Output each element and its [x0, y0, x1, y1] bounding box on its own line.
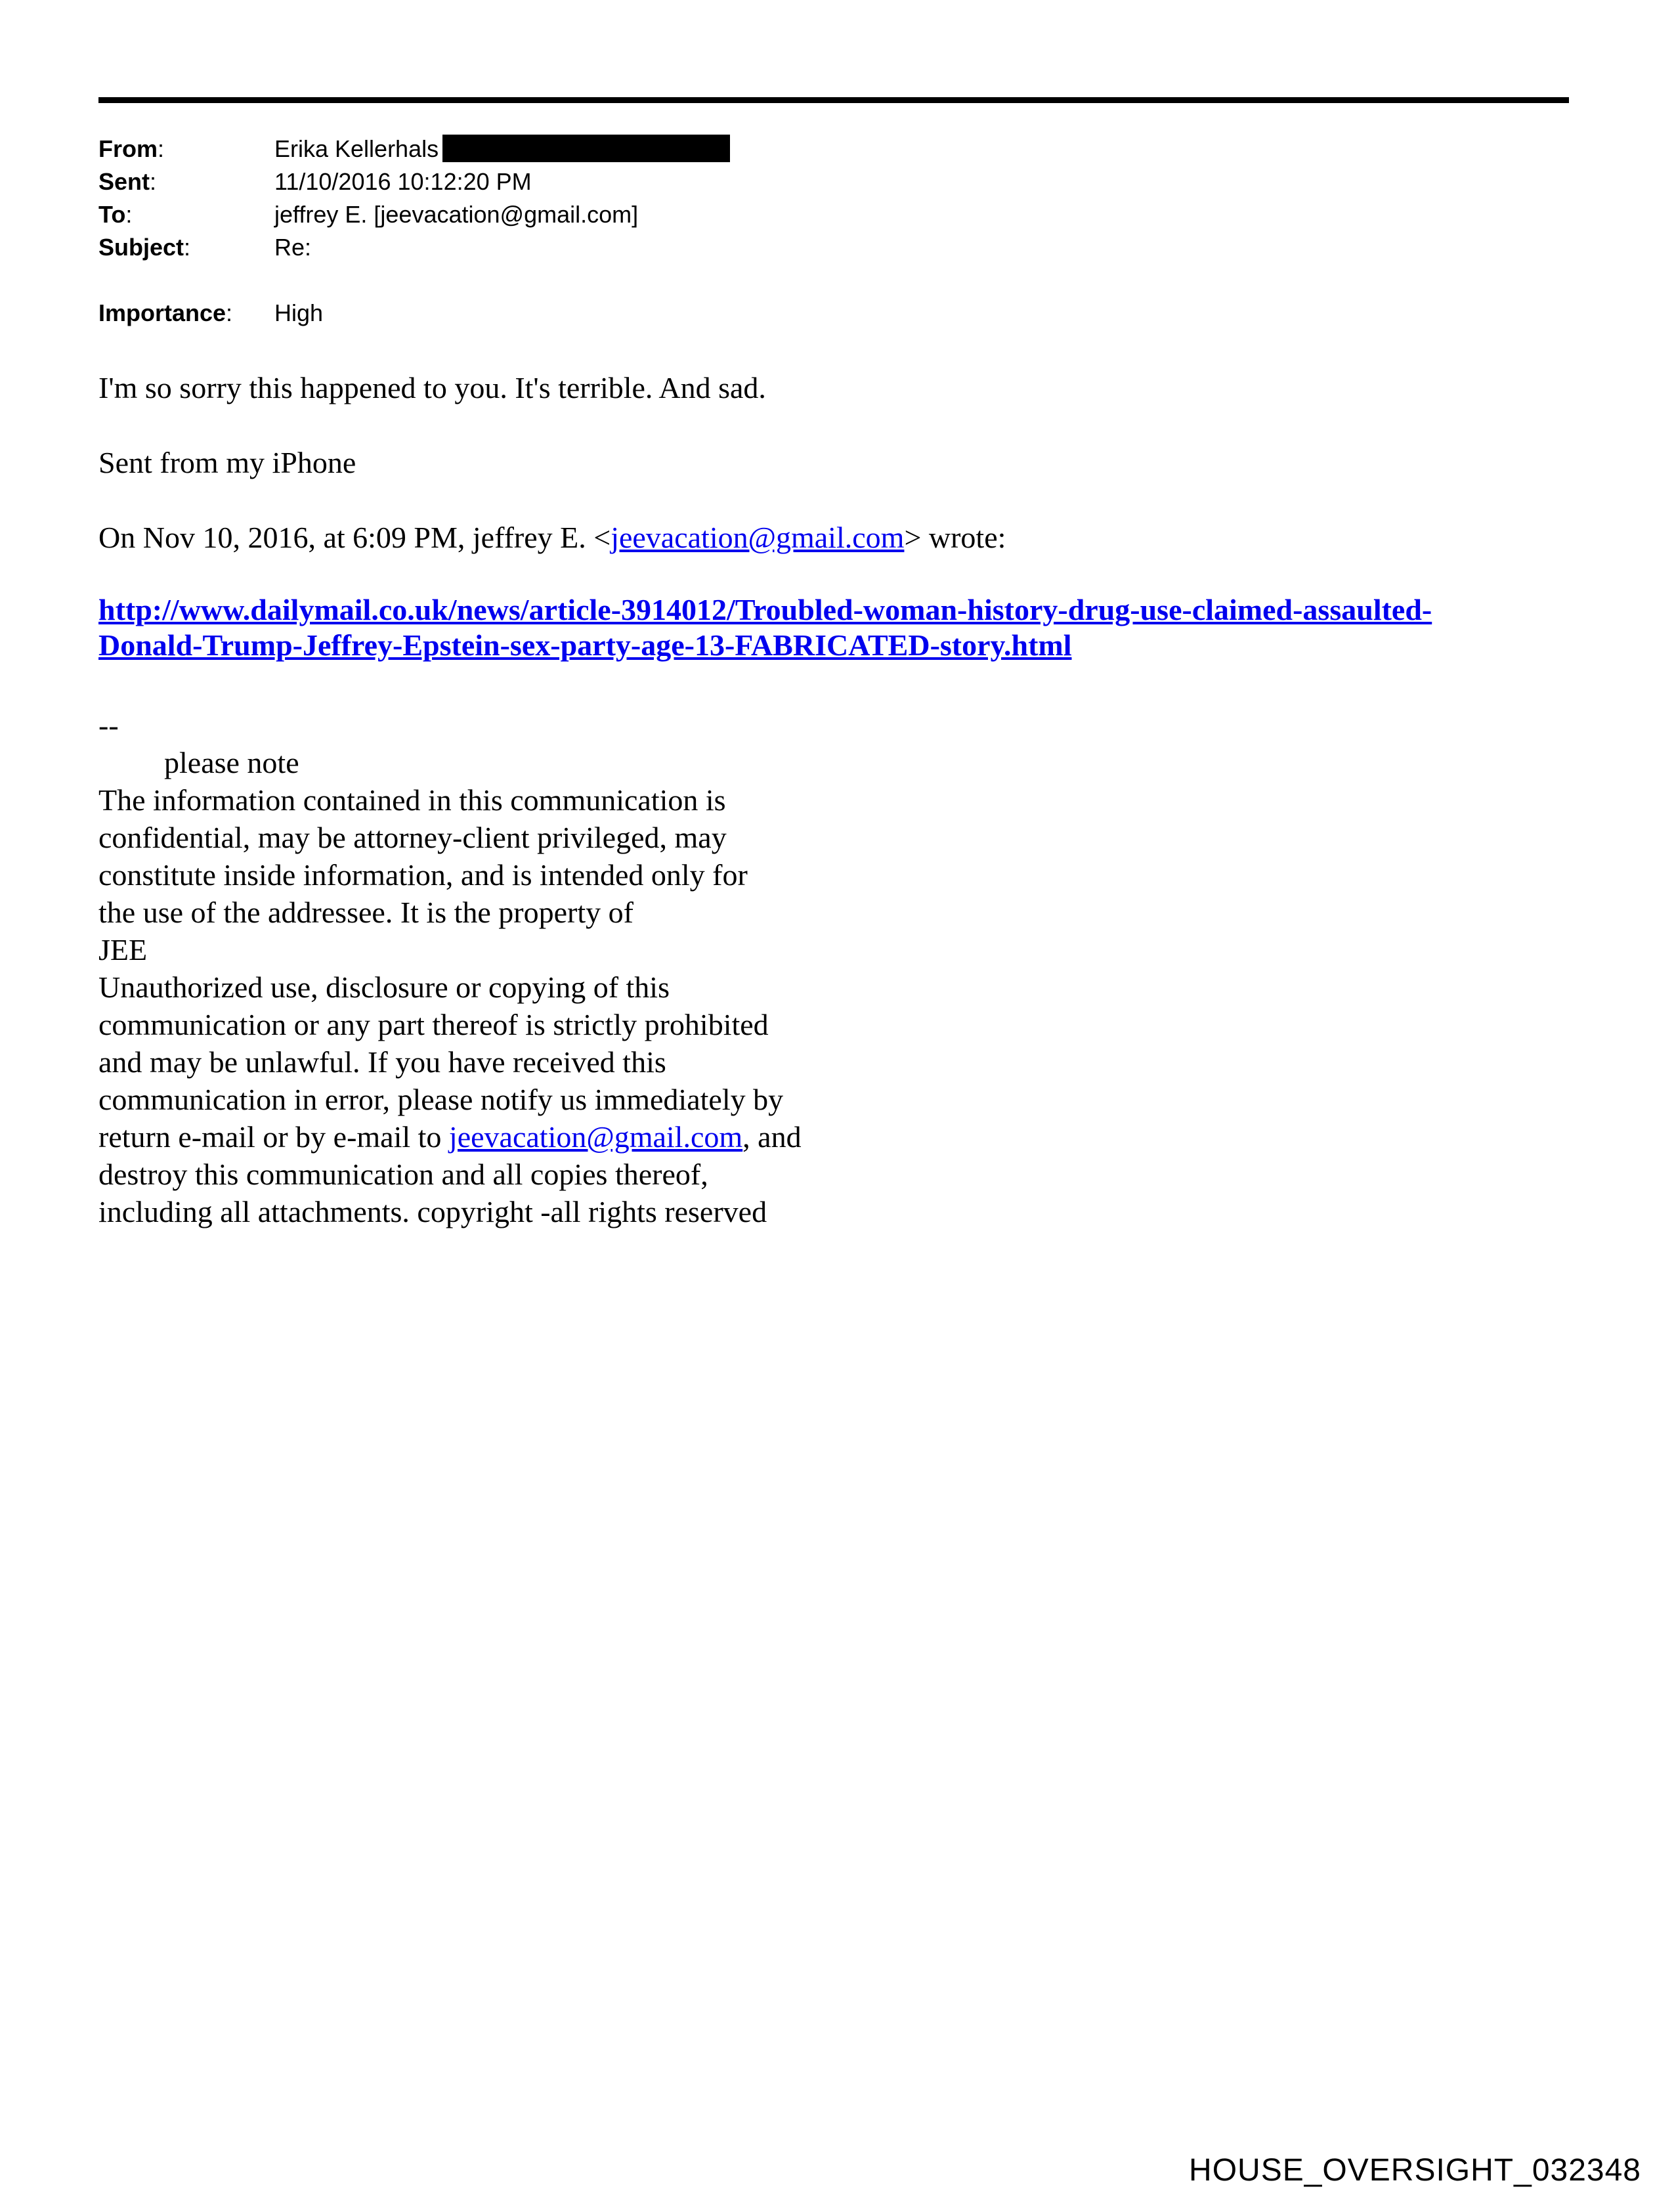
top-divider [98, 97, 1569, 103]
disclaimer-line: communication or any part thereof is strictly prohibited [98, 1008, 769, 1041]
from-value: Erika Kellerhals [274, 135, 439, 162]
disclaimer-line: The information contained in this communication is [98, 783, 726, 817]
from-colon: : [158, 135, 165, 162]
disclaimer-line: communication in error, please notify us immediately by [98, 1083, 784, 1116]
importance-value: High [274, 299, 324, 326]
quoted-intro [98, 520, 1006, 555]
subject-colon: : [184, 234, 191, 261]
to-label: To [98, 201, 126, 228]
sent-colon: : [150, 168, 157, 195]
importance-colon: : [226, 299, 233, 326]
disclaimer-block [98, 706, 802, 1230]
disclaimer-line: destroy this communication and all copies thereof, [98, 1158, 708, 1191]
subject-value: Re: [274, 234, 312, 261]
bates-number: HOUSE_OVERSIGHT_032348 [1189, 2153, 1641, 2188]
disclaimer-line: and may be unlawful. If you have received this [98, 1045, 666, 1079]
disclaimer-return-line [98, 1118, 802, 1156]
disclaimer-line: the use of the addressee. It is the property of [98, 896, 633, 929]
disclaimer-return-suffix: , and [742, 1120, 802, 1154]
please-note: please note [164, 746, 299, 779]
disclaimer-line: constitute inside information, and is intended only for [98, 858, 748, 892]
signature-text: Sent from my iPhone [98, 446, 356, 479]
sent-label: Sent [98, 168, 150, 195]
disclaimer-line: Unauthorized use, disclosure or copying of this [98, 970, 670, 1004]
disclaimer-email-link[interactable]: jeevacation@gmail.com [448, 1120, 743, 1154]
subject-label: Subject [98, 234, 184, 261]
disclaimer-line: confidential, may be attorney-client privileged, may [98, 821, 727, 854]
disclaimer-line: JEE [98, 933, 148, 966]
signature-separator: -- [98, 708, 119, 742]
disclaimer-return-prefix: return e-mail or by e-mail to [98, 1120, 449, 1154]
sent-value: 11/10/2016 10:12:20 PM [274, 168, 532, 195]
quoted-intro-prefix: On Nov 10, 2016, at 6:09 PM, jeffrey E. < [98, 521, 611, 554]
reply-text: I'm so sorry this happened to you. It's terrible. And sad. [98, 371, 766, 404]
quoted-intro-suffix: > wrote: [904, 521, 1006, 554]
importance-label: Importance [98, 299, 226, 326]
quoted-email-link[interactable]: jeevacation@gmail.com [611, 521, 905, 554]
redaction-block [442, 135, 730, 162]
disclaimer-line: including all attachments. copyright -all rights reserved [98, 1195, 767, 1228]
article-link[interactable] [98, 592, 1432, 663]
article-link-line2[interactable]: Donald-Trump-Jeffrey-Epstein-sex-party-age-13-FABRICATED-story.html [98, 628, 1072, 662]
to-colon: : [125, 201, 133, 228]
article-link-line1[interactable]: http://www.dailymail.co.uk/news/article-3914012/Troubled-woman-history-drug-use-claimed-assaulted- [98, 593, 1432, 626]
to-value: jeffrey E. [jeevacation@gmail.com] [274, 201, 639, 228]
from-label: From [98, 135, 158, 162]
